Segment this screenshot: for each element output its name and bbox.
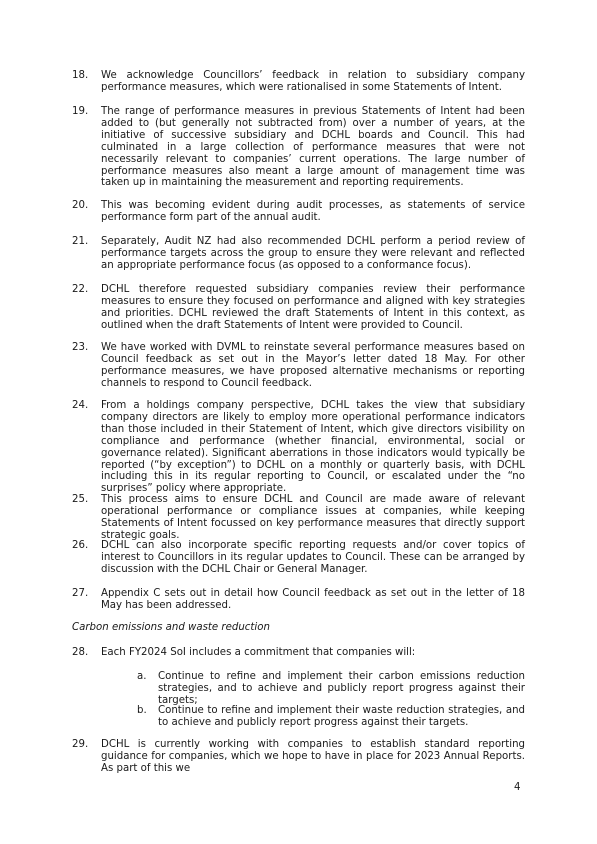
subitem-text: Continue to refine and implement their waste reduction strategies, and to achieve and publicly report progress against their targets.	[158, 705, 525, 728]
paragraph-text: This was becoming evident during audit processes, as statements of service performance form part of the annual audit.	[101, 200, 525, 223]
paragraph-number: 21.	[72, 236, 89, 247]
paragraph-number: 27.	[72, 588, 89, 599]
paragraph-28	[72, 647, 525, 659]
paragraph-18	[72, 70, 525, 94]
subitem-letter: a.	[137, 671, 147, 682]
paragraph-20	[72, 200, 525, 224]
paragraph-text: DCHL can also incorporate specific reporting requests and/or cover topics of interest to Councillors in its regular updates to Council. These can be arranged by discussion with the DCHL Chair or General Manager.	[101, 540, 525, 575]
paragraph-number: 24.	[72, 400, 89, 411]
paragraph-26	[72, 540, 525, 576]
paragraph-number: 25.	[72, 494, 89, 505]
paragraph-number: 29.	[72, 739, 89, 750]
paragraph-27	[72, 588, 525, 612]
page-number: 4	[514, 782, 521, 793]
subitem-b	[137, 705, 525, 729]
paragraph-text: DCHL is currently working with companies to establish standard reporting guidance for companies, which we hope to have in place for 2023 Annual Reports. As part of this we	[101, 739, 525, 774]
paragraph-text: We have worked with DVML to reinstate several performance measures based on Council feedback as set out in the Mayor’s letter dated 18 May. For other performance measures, we have proposed alternative mechanisms or reporting channels to respond to Council feedback.	[101, 342, 525, 389]
paragraph-text: From a holdings company perspective, DCHL takes the view that subsidiary company directors are likely to employ more operational performance indicators than those included in their Statement of Intent, which give directors visibility on compliance and performance (whether financial, environmental, social or governance related). Significant aberrations in those indicators would typically be reported (“by exception”) to DCHL on a monthly or quarterly basis, with DCHL including this in its regular reporting to Council, or escalated under the “no surprises” policy where appropriate.	[101, 400, 525, 495]
paragraph-number: 28.	[72, 647, 89, 658]
paragraph-text: The range of performance measures in previous Statements of Intent had been added to (but generally not subtracted from) over a number of years, at the initiative of successive subsidiary and DCHL boards and Council. This had culminated in a large collection of performance measures that were not necessarily relevant to companies’ current operations. The large number of performance measures also meant a large amount of management time was taken up in maintaining the measurement and reporting requirements.	[101, 106, 525, 189]
paragraph-23	[72, 342, 525, 390]
paragraph-text: This process aims to ensure DCHL and Council are made aware of relevant operational performance or compliance issues at companies, while keeping Statements of Intent focussed on key performance measures that directly support strategic goals.	[101, 494, 525, 541]
subitem-letter: b.	[137, 705, 147, 716]
paragraph-text: Separately, Audit NZ had also recommended DCHL perform a period review of performance targets across the group to ensure they were relevant and reflected an appropriate performance focus (as opposed to a conformance focus).	[101, 236, 525, 271]
paragraph-22	[72, 284, 525, 332]
paragraph-number: 20.	[72, 200, 89, 211]
paragraph-25	[72, 494, 525, 542]
paragraph-text: DCHL therefore requested subsidiary companies review their performance measures to ensure they focused on performance and aligned with key strategies and priorities. DCHL reviewed the draft Statements of Intent in this context, as outlined when the draft Statements of Intent were provided to Council.	[101, 284, 525, 331]
paragraph-number: 19.	[72, 106, 89, 117]
section-heading: Carbon emissions and waste reduction	[72, 622, 270, 633]
paragraph-text: We acknowledge Councillors’ feedback in relation to subsidiary company performance measures, which were rationalised in some Statements of Intent.	[101, 70, 525, 93]
paragraph-number: 22.	[72, 284, 89, 295]
subitem-text: Continue to refine and implement their carbon emissions reduction strategies, and to achieve and publicly report progress against their targets;	[158, 671, 525, 706]
paragraph-text: Each FY2024 SoI includes a commitment that companies will:	[101, 647, 416, 658]
paragraph-number: 18.	[72, 70, 89, 81]
paragraph-24	[72, 400, 525, 495]
paragraph-29	[72, 739, 525, 775]
paragraph-number: 26.	[72, 540, 89, 551]
paragraph-text: Appendix C sets out in detail how Council feedback as set out in the letter of 18 May has been addressed.	[101, 588, 525, 611]
subitem-a	[137, 671, 525, 707]
paragraph-number: 23.	[72, 342, 89, 353]
paragraph-21	[72, 236, 525, 272]
paragraph-19	[72, 106, 525, 189]
